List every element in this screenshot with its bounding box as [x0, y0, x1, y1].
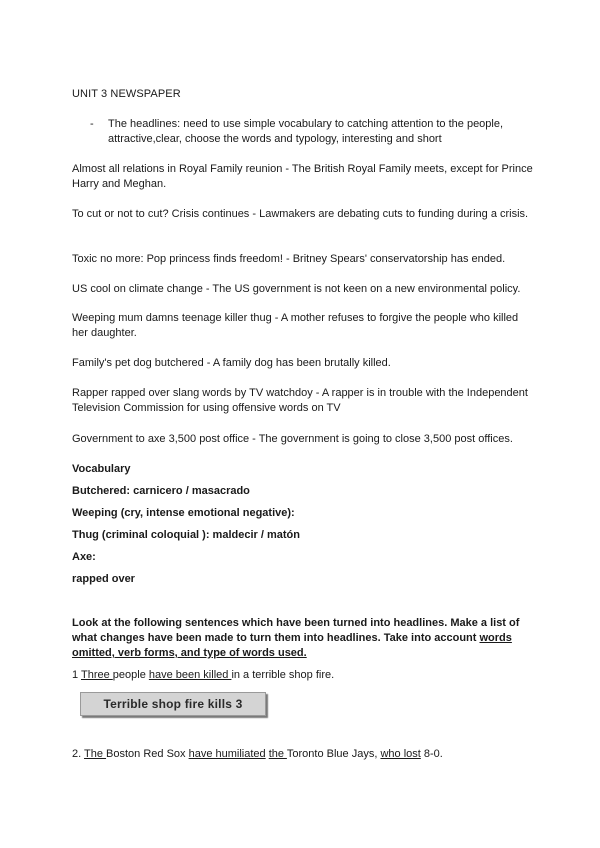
sentence-number: 1 [72, 669, 81, 681]
sentence-word: who lost [380, 748, 421, 760]
vocabulary-item: Thug (criminal coloquial ): maldecir / matón [72, 529, 300, 541]
sentence-word: in a terrible shop fire. [231, 669, 335, 681]
sentence-word: Toronto Blue Jays, [286, 748, 381, 760]
sentence-word: Three [80, 669, 113, 681]
sentence-2 [72, 747, 534, 762]
bullet-text: The headlines: need to use simple vocabulary to catching attention to the people, attractive,clear, choose the words and typology, interesting and short [108, 118, 504, 145]
sentence-word: Boston Red Sox [106, 748, 189, 760]
headline-example-box: Terrible shop fire kills 3 [80, 692, 266, 716]
sentence-1 [72, 668, 534, 683]
instruction-text: Look at the following sentences which have been turned into headlines. Make a list of what changes have been made to turn them into headlines. Take into account [72, 617, 520, 644]
vocabulary-item: Butchered: carnicero / masacrado [72, 485, 250, 497]
sentence-word: 8-0. [420, 748, 443, 760]
vocabulary-item: rapped over [72, 573, 135, 585]
example-headline: To cut or not to cut? Crisis continues - Lawmakers are debating cuts to funding during a crisis. [72, 208, 529, 220]
example-headline: Weeping mum damns teenage killer thug - A mother refuses to forgive the people who killed her daughter. [72, 312, 519, 339]
exercise-instruction [72, 616, 534, 661]
vocabulary-item: Axe: [72, 551, 96, 563]
vocabulary-heading: Vocabulary [72, 463, 131, 475]
example-headline: Family's pet dog butchered - A family dog has been brutally killed. [72, 357, 391, 369]
sentence-word: The [84, 748, 107, 760]
example-headline: Almost all relations in Royal Family reunion - The British Royal Family meets, except for Prince Harry and Meghan. [72, 163, 533, 190]
instruction-underlined: words omitted, verb forms, and type of words used. [72, 632, 512, 659]
page-title: UNIT 3 NEWSPAPER [72, 88, 181, 100]
sentence-number: 2. [72, 748, 85, 760]
sentence-word: have been killed [148, 669, 232, 681]
bullet-dash: - [90, 118, 94, 130]
sentence-word: people [112, 669, 149, 681]
example-headline: Rapper rapped over slang words by TV watchdoy - A rapper is in trouble with the Independent Television Commission for using offensive words on TV [72, 387, 528, 414]
vocabulary-item: Weeping (cry, intense emotional negative): [72, 507, 295, 519]
sentence-word: the [268, 748, 287, 760]
example-headline: US cool on climate change - The US government is not keen on a new environmental policy. [72, 283, 521, 295]
sentence-word: have humiliated [188, 748, 266, 760]
example-headline: Toxic no more: Pop princess finds freedom! - Britney Spears' conservatorship has ended. [72, 253, 506, 265]
example-headline: Government to axe 3,500 post office - The government is going to close 3,500 post offices. [72, 433, 513, 445]
